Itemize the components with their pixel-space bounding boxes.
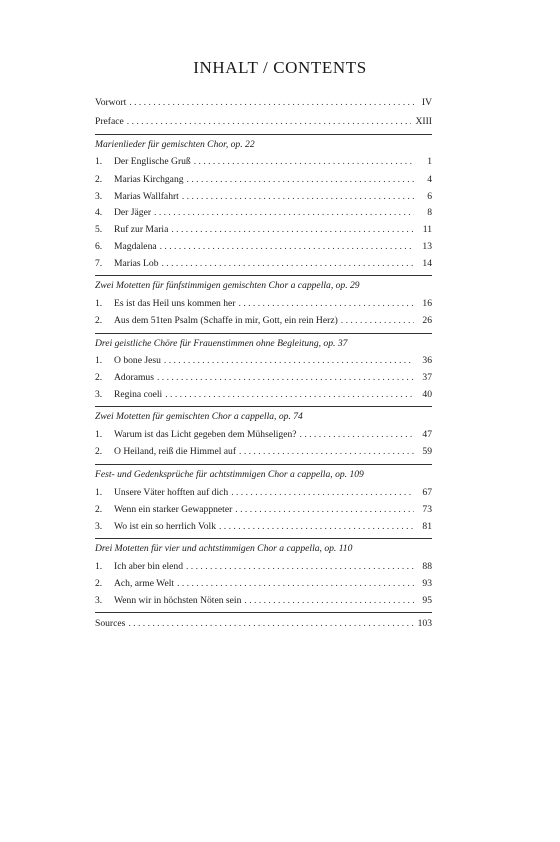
toc-entry[interactable] [95,593,432,609]
toc-entry[interactable] [95,559,432,575]
entry-number: 6. [95,241,103,252]
entry-label: Es ist das Heil uns kommen her [114,298,236,309]
entry-number: 1. [95,156,103,167]
section-heading: Drei geistliche Chöre für Frauenstimmen ohne Begleitung, op. 37 [95,338,348,349]
toc-entry[interactable] [95,427,432,443]
dot-leader [160,239,414,255]
entry-label: Marias Lob [114,258,159,269]
entry-label: Vorwort [95,97,127,108]
entry-page: 1 [427,156,432,167]
section-heading: Drei Motetten für vier und achtstimmigen Chor a cappella, op. 110 [95,543,353,554]
entry-label: Marias Kirchgang [114,174,184,185]
dot-leader [244,593,414,609]
dot-leader [165,387,414,403]
section-heading: Zwei Motetten für fünfstimmigen gemischten Chor a cappella, op. 29 [95,280,360,291]
toc-entry[interactable] [95,154,432,170]
entry-page: 14 [422,258,432,269]
toc-entry[interactable] [95,353,432,369]
dot-leader [171,222,414,238]
page-title: INHALT / CONTENTS [193,58,367,77]
entry-page: 59 [422,446,432,457]
dot-leader [128,616,413,632]
dot-leader [127,114,412,130]
entry-page: 88 [422,561,432,572]
entry-number: 2. [95,372,103,383]
dot-leader [129,95,414,111]
entry-number: 2. [95,446,103,457]
entry-label: Adoramus [114,372,154,383]
entry-label: Ruf zur Maria [114,224,169,235]
entry-label: Regina coeli [114,389,163,400]
entry-number: 5. [95,224,103,235]
entry-page: 8 [427,207,432,218]
entry-label: Magdalena [114,241,157,252]
dot-leader [239,444,414,460]
dot-leader [341,313,414,329]
entry-number: 2. [95,174,103,185]
entry-label: Marias Wallfahrt [114,191,179,202]
entry-page: 36 [422,355,432,366]
entry-page: 6 [427,191,432,202]
entry-page: 26 [422,315,432,326]
entry-label: Aus dem 51ten Psalm (Schaffe in mir, Gott, ein rein Herz) [114,315,338,326]
entry-page: 40 [422,389,432,400]
entry-page: 4 [427,174,432,185]
section-heading: Marienlieder für gemischten Chor, op. 22 [95,139,255,150]
entry-label: Warum ist das Licht gegeben dem Mühseligen? [114,429,297,440]
section-heading: Zwei Motetten für gemischten Chor a cappella, op. 74 [95,411,303,422]
divider [95,464,432,465]
entry-number: 2. [95,578,103,589]
dot-leader [186,559,414,575]
dot-leader [187,172,414,188]
entry-page: 67 [422,487,432,498]
dot-leader [235,502,414,518]
toc-entry[interactable] [95,313,432,329]
toc-entry-sources[interactable] [95,616,432,632]
section-heading: Fest- und Gedenksprüche für achtstimmigen Chor a cappella, op. 109 [95,469,364,480]
toc-entry[interactable] [95,296,432,312]
entry-page: 47 [422,429,432,440]
dot-leader [300,427,414,443]
toc-entry[interactable] [95,189,432,205]
entry-page: 11 [422,224,432,235]
entry-label: O bone Jesu [114,355,161,366]
divider [95,333,432,334]
divider [95,612,432,613]
entry-page: 103 [417,618,432,629]
dot-leader [162,256,415,272]
entry-page: XIII [415,116,432,127]
entry-label: Der Englische Gruß [114,156,191,167]
dot-leader [164,353,414,369]
dot-leader [157,370,414,386]
toc-entry[interactable] [95,370,432,386]
toc-entry[interactable] [95,444,432,460]
entry-label: Ach, arme Welt [114,578,175,589]
dot-leader [182,189,414,205]
entry-number: 4. [95,207,103,218]
dot-leader [219,519,414,535]
divider [95,134,432,135]
toc-entry[interactable] [95,576,432,592]
entry-page: 16 [422,298,432,309]
dot-leader [177,576,414,592]
toc-entry[interactable] [95,502,432,518]
entry-number: 1. [95,487,103,498]
entry-page: 13 [422,241,432,252]
entry-number: 2. [95,504,103,515]
entry-label: Der Jäger [114,207,152,218]
entry-number: 1. [95,429,103,440]
entry-number: 3. [95,595,103,606]
toc-entry[interactable] [95,222,432,238]
entry-label: O Heiland, reiß die Himmel auf [114,446,237,457]
entry-number: 1. [95,298,103,309]
entry-number: 1. [95,561,103,572]
toc-entry-vorwort[interactable] [95,95,432,111]
toc-entry[interactable] [95,205,432,221]
dot-leader [194,154,414,170]
entry-number: 1. [95,355,103,366]
entry-number: 3. [95,521,103,532]
toc-entry[interactable] [95,239,432,255]
entry-page: 73 [422,504,432,515]
entry-page: 37 [422,372,432,383]
entry-page: 95 [422,595,432,606]
entry-label: Wenn wir in höchsten Nöten sein [114,595,242,606]
toc-entry[interactable] [95,485,432,501]
entry-label: Ich aber bin elend [114,561,183,572]
entry-page: 93 [422,578,432,589]
toc-entry-preface[interactable] [95,114,432,130]
dot-leader [239,296,414,312]
entry-number: 2. [95,315,103,326]
entry-label: Sources [95,618,126,629]
entry-label: Preface [95,116,124,127]
dot-leader [154,205,414,221]
entry-number: 3. [95,191,103,202]
entry-number: 3. [95,389,103,400]
entry-page: 81 [422,521,432,532]
divider [95,275,432,276]
dot-leader [231,485,414,501]
divider [95,406,432,407]
entry-label: Unsere Väter hofften auf dich [114,487,229,498]
entry-label: Wenn ein starker Gewappneter [114,504,233,515]
entry-label: Wo ist ein so herrlich Volk [114,521,216,532]
toc-entry[interactable] [95,519,432,535]
entry-number: 7. [95,258,103,269]
toc-entry[interactable] [95,256,432,272]
divider [95,538,432,539]
entry-page: IV [421,97,432,108]
toc-entry[interactable] [95,387,432,403]
toc-entry[interactable] [95,172,432,188]
